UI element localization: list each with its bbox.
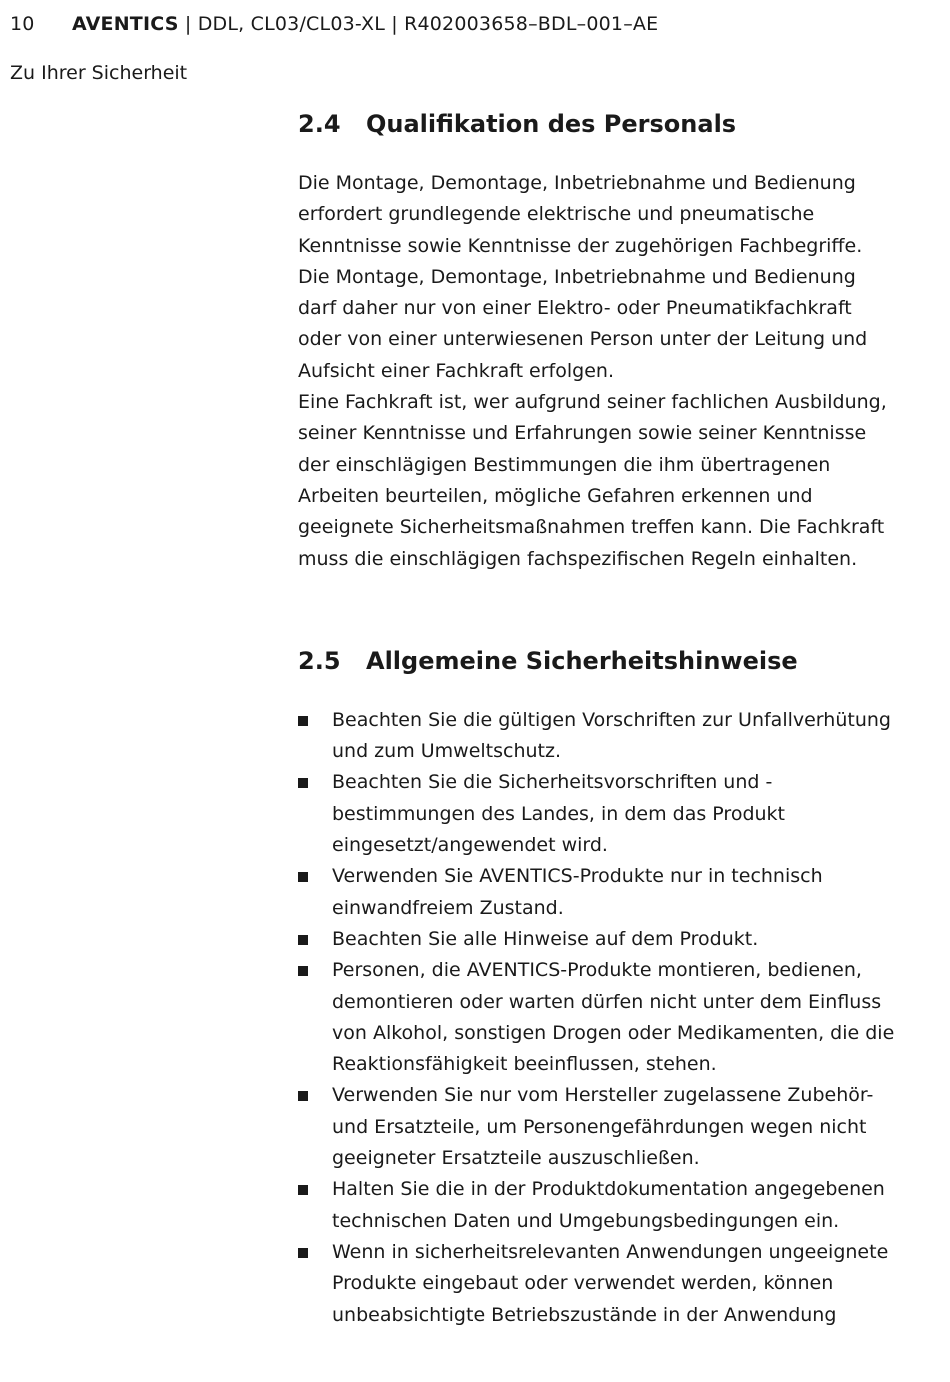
section-heading-2-4 bbox=[298, 108, 898, 140]
list-item bbox=[298, 924, 898, 955]
main-content bbox=[298, 108, 898, 1331]
bullet-square-icon bbox=[298, 935, 308, 945]
document-reference: | DDL, CL03/CL03-XL | R402003658–BDL–001–AE bbox=[178, 13, 659, 35]
list-item bbox=[298, 861, 898, 924]
list-item-text: Beachten Sie die Sicherheitsvorschriften und -bestimmungen des Landes, in dem das Produkt eingesetzt/angewendet wird. bbox=[332, 771, 785, 857]
list-item-text: Verwenden Sie nur vom Hersteller zugelassene Zubehör- und Ersatzteile, um Personengefährdungen wegen nicht geeigneter Ersatzteile auszuschließen. bbox=[332, 1084, 874, 1170]
chapter-label: Zu Ihrer Sicherheit bbox=[10, 62, 188, 84]
list-item bbox=[298, 1174, 898, 1237]
list-item bbox=[298, 705, 898, 768]
bullet-square-icon bbox=[298, 1091, 308, 1101]
list-item bbox=[298, 955, 898, 1080]
bullet-square-icon bbox=[298, 966, 308, 976]
list-item bbox=[298, 1237, 898, 1331]
page-header bbox=[10, 13, 658, 35]
safety-list bbox=[298, 705, 898, 1331]
list-item-text: Personen, die AVENTICS-Produkte montieren, bedienen, demontieren oder warten dürfen nicht unter dem Einfluss von Alkohol, sonstigen Drogen oder Medikamenten, die die Reaktionsfähigkeit beeinflussen, stehen. bbox=[332, 959, 895, 1076]
bullet-square-icon bbox=[298, 716, 308, 726]
list-item-text: Wenn in sicherheitsrelevanten Anwendungen ungeeignete Produkte eingebaut oder verwendet werden, können unbeabsichtigte Betriebszustände in der Anwendung bbox=[332, 1240, 889, 1326]
brand-name: AVENTICS bbox=[72, 13, 179, 35]
paragraph: Eine Fachkraft ist, wer aufgrund seiner fachlichen Ausbildung, seiner Kenntnisse und Erfahrungen sowie seiner Kenntnisse der einschlägigen Bestimmungen die ihm übertragenen Arbeiten beurteilen, mögliche Gefahren erkennen und geeignete Sicherheitsmaßnahmen treffen kann. Die Fachkraft muss die einschlägigen fachspezifischen Regeln einhalten. bbox=[298, 391, 887, 570]
paragraph: Die Montage, Demontage, Inbetriebnahme und Bedienung erfordert grundlegende elektrische und pneumatische Kenntnisse sowie Kenntnisse der zugehörigen Fachbegriffe. Die Montage, Demontage, Inbetriebnahme und Bedienung darf daher nur von einer Elektro- oder Pneumatikfachkraft oder von einer unterwiesenen Person unter der Leitung und Aufsicht einer Fachkraft erfolgen. bbox=[298, 172, 868, 382]
bullet-square-icon bbox=[298, 872, 308, 882]
list-item bbox=[298, 767, 898, 861]
section-number: 2.4 bbox=[298, 110, 341, 138]
section-title: Allgemeine Sicherheitshinweise bbox=[366, 646, 798, 675]
list-item-text: Beachten Sie alle Hinweise auf dem Produkt. bbox=[332, 927, 759, 950]
list-item-text: Verwenden Sie AVENTICS-Produkte nur in technisch einwandfreiem Zustand. bbox=[332, 865, 823, 919]
list-item-text: Beachten Sie die gültigen Vorschriften zur Unfallverhütung und zum Umweltschutz. bbox=[332, 708, 891, 763]
section-number: 2.5 bbox=[298, 646, 341, 675]
section-heading-2-5 bbox=[298, 645, 898, 677]
page-number: 10 bbox=[10, 13, 35, 35]
list-item-text: Halten Sie die in der Produktdokumentation angegebenen technischen Daten und Umgebungsbedingungen ein. bbox=[332, 1178, 885, 1232]
bullet-square-icon bbox=[298, 1248, 308, 1258]
bullet-square-icon bbox=[298, 778, 308, 788]
list-item bbox=[298, 1080, 898, 1174]
section-title: Qualifikation des Personals bbox=[366, 110, 737, 138]
bullet-square-icon bbox=[298, 1185, 308, 1195]
